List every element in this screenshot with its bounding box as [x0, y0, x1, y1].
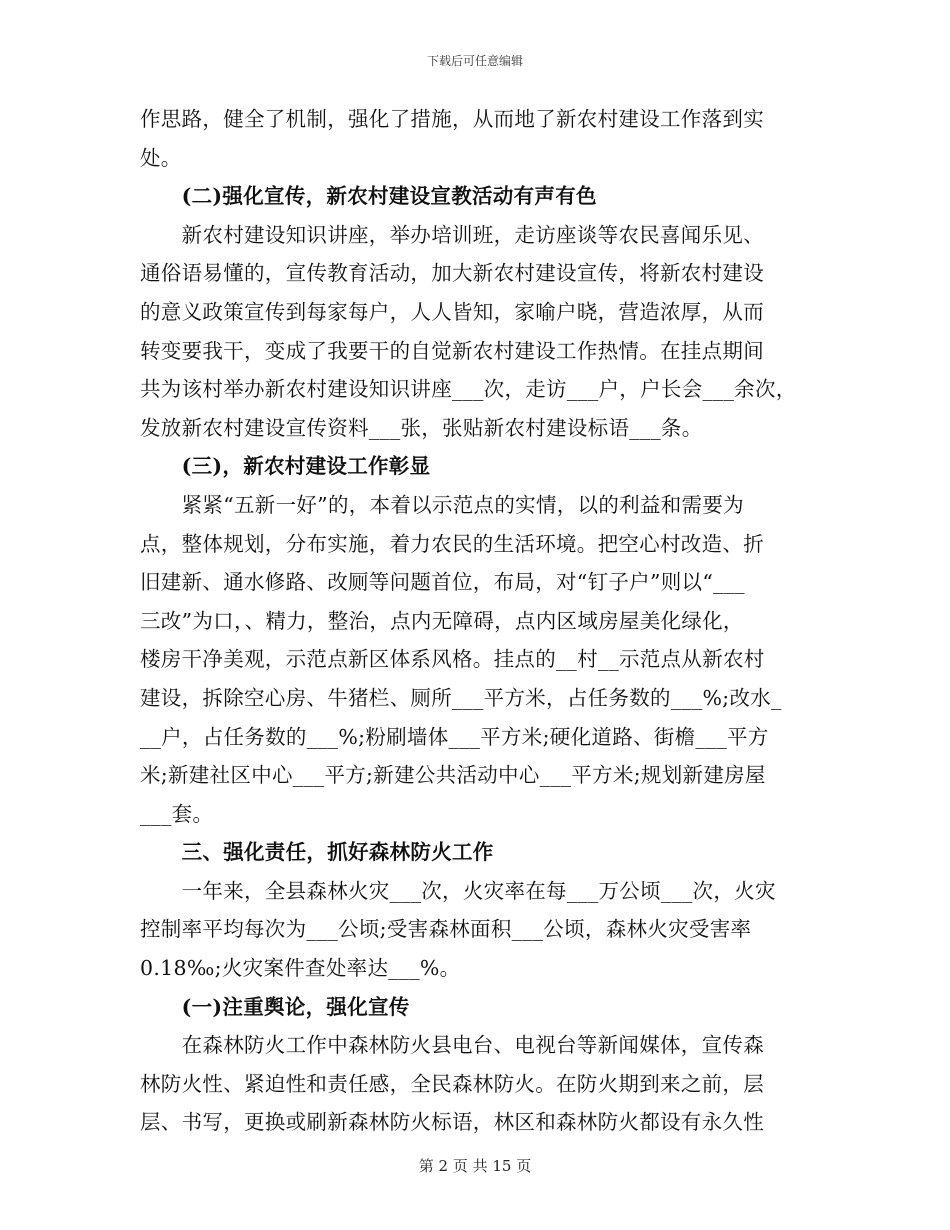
body-line: 紧紧“五新一好”的，本着以示范点的实情，以的利益和需要为 — [140, 492, 744, 517]
body-line: 0.18‰;火灾案件查处率达___%。 — [140, 956, 461, 981]
body-line: 层、书写，更换或刷新森林防火标语，林区和森林防火都设有永久性 — [140, 1110, 764, 1135]
section-heading: 三、强化责任，抓好森林防火工作 — [140, 840, 494, 865]
body-line: 转变要我干，变成了我要干的自觉新农村建设工作热情。在挂点期间 — [140, 338, 764, 363]
body-line: 楼房干净美观，示范点新区体系风格。挂点的__村__示范点从新农村 — [140, 647, 765, 672]
section-heading: (一)注重舆论，强化宣传 — [140, 994, 410, 1019]
body-line: 控制率平均每次为___公顷;受害森林面积___公顷，森林火灾受害率 — [140, 917, 752, 942]
page-number: 第 2 页 共 15 页 — [418, 1157, 532, 1175]
body-line: 通俗语易懂的，宣传教育活动，加大新农村建设宣传，将新农村建设 — [140, 261, 764, 286]
body-line: 旧建新、通水修路、改厕等问题首位，布局，对“钉子户”则以“___ — [140, 570, 745, 595]
body-line: 一年来，全县森林火灾___次，火灾率在每___万公顷___次，火灾 — [140, 878, 776, 903]
section-heading: (三)，新农村建设工作彰显 — [140, 454, 431, 479]
body-line: ___套。 — [140, 801, 214, 826]
body-line: 共为该村举办新农村建设知识讲座___次，走访___户，户长会___余次， — [140, 377, 797, 402]
body-line: 在森林防火工作中森林防火县电台、电视台等新闻媒体，宣传森 — [140, 1033, 764, 1058]
body-line: 发放新农村建设宣传资料___张，张贴新农村建设标语___条。 — [140, 415, 703, 440]
body-line: 建设，拆除空心房、牛猪栏、厕所___平方米，占任务数的___%;改水_ — [140, 685, 782, 710]
body-line: 林防火性、紧迫性和责任感，全民森林防火。在防火期到来之前，层 — [140, 1071, 764, 1096]
section-heading: (二)强化宣传，新农村建设宣教活动有声有色 — [140, 184, 597, 209]
body-line: 米;新建社区中心___平方;新建公共活动中心___平方米;规划新建房屋 — [140, 763, 766, 788]
body-line: 处。 — [140, 145, 182, 170]
page-header-note: 下载后可任意编辑 — [426, 54, 523, 68]
body-line: 三改”为口，、精力，整治，点内无障碍，点内区域房屋美化绿化， — [140, 608, 744, 633]
document-body — [140, 100, 820, 1142]
body-line: 新农村建设知识讲座，举办培训班，走访座谈等农民喜闻乐见、 — [140, 222, 764, 247]
body-line: 作思路，健全了机制，强化了措施，从而地了新农村建设工作落到实 — [140, 107, 764, 131]
body-line: 点，整体规划，分布实施，着力农民的生活环境。把空心村改造、折 — [140, 531, 764, 556]
body-line: 的意义政策宣传到每家每户，人人皆知，家喻户晓，营造浓厚，从而 — [140, 299, 764, 324]
body-line: __户，占任务数的___%;粉刷墙体___平方米;硬化道路、街檐___平方 — [140, 724, 769, 749]
